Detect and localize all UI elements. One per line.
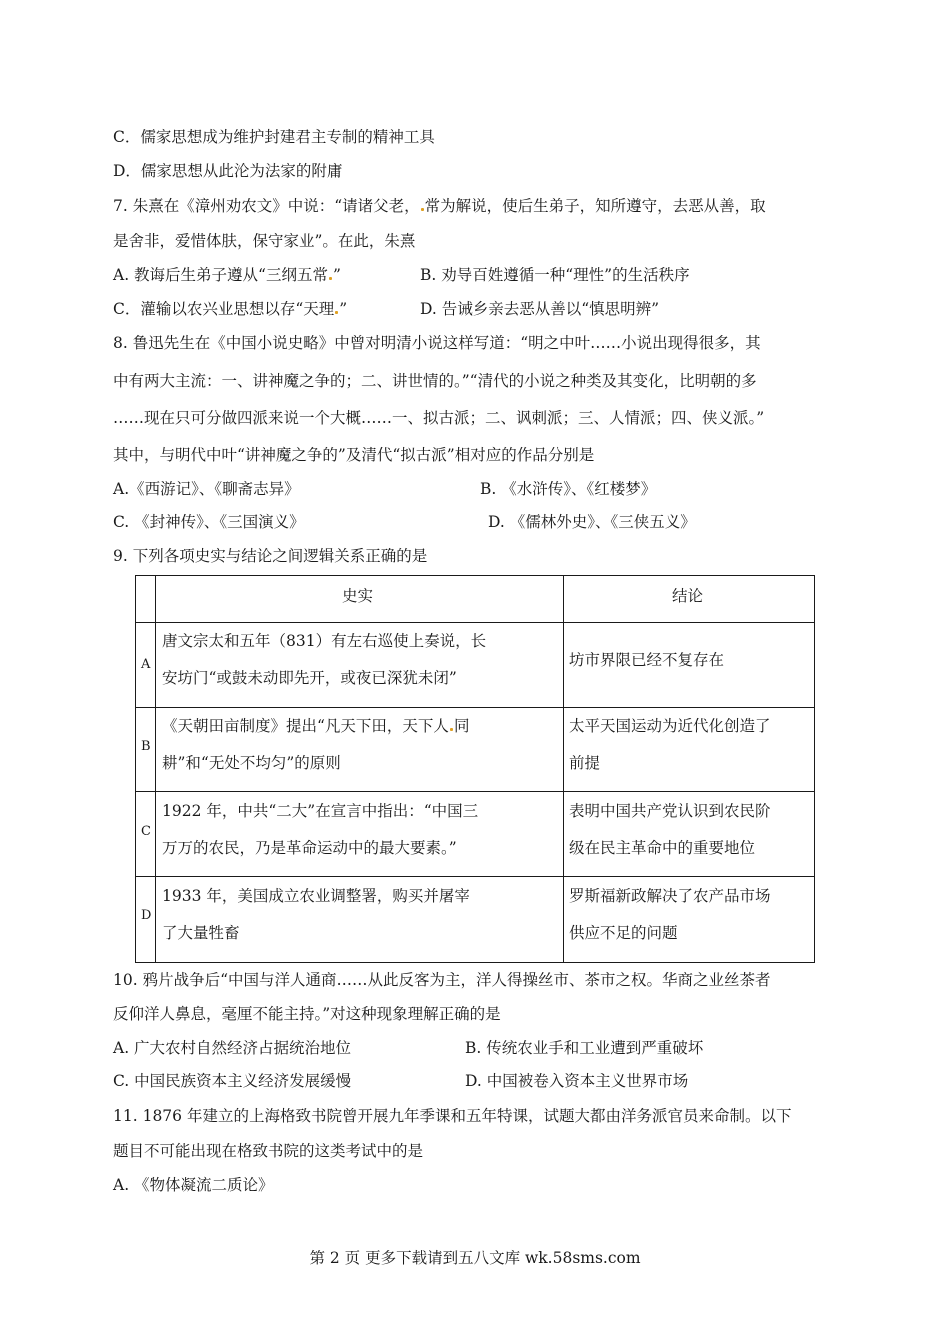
table-row-divider [135,707,815,708]
q8-option-b: B. 《水浒传》、《红楼梦》 [480,480,657,498]
q8-option-a: A.《西游记》、《聊斋志异》 [113,480,300,498]
q11-stem-line1: 11. 1876 年建立的上海格致书院曾开展九年季课和五年特课，试题大都由洋务派官员来命制。以下 [113,1107,792,1125]
q7-option-d: D. 告诫乡亲去恶从善以“慎思明辨” [420,300,660,318]
row-label-b: B [141,739,151,754]
q10-stem-line1: 10. 鸦片战争后“中国与洋人通商……从此反客为主，洋人得操丝市、茶市之权。华商之业丝茶者 [113,971,771,989]
row-d-conclusion-line2: 供应不足的问题 [569,924,678,942]
q10-stem-line2: 反仰洋人鼻息，毫厘不能主持。”对这种现象理解正确的是 [113,1005,501,1023]
table-border-top [135,575,815,576]
table-divider-label [155,575,156,963]
q6-option-d: D．儒家思想从此沦为法家的附庸 [113,162,343,180]
q10-option-d: D. 中国被卷入资本主义世界市场 [465,1072,689,1090]
row-c-fact-line2: 万万的农民，乃是革命运动中的最大要素。” [162,839,457,857]
row-a-fact-line1: 唐文宗太和五年（831）有左右巡使上奏说，长 [162,632,487,650]
q11-stem-line2: 题目不可能出现在格致书院的这类考试中的是 [113,1142,424,1160]
row-d-conclusion-line1: 罗斯福新政解决了农产品市场 [569,887,771,905]
row-label-a: A [141,657,151,672]
q7-option-b: B. 劝导百姓遵循一种“理性”的生活秩序 [420,266,690,284]
q7-stem-line1: 7. 朱熹在《漳州劝农文》中说：“请诸父老， 常为解说，使后生弟子，知所遵守，去恶从善，取 [113,197,766,215]
row-d-fact-line2: 了大量牲畜 [162,924,240,942]
row-a-fact-line2: 安坊门“或鼓未动即先开，或夜已深犹未闭” [162,669,457,687]
row-b-conclusion-line2: 前提 [569,754,601,772]
highlight-dot [421,208,424,211]
row-b-fact-line1: 《天朝田亩制度》提出“凡天下田，天下人 同 [162,717,470,735]
q7-option-a: A. 教诲后生弟子遵从“三纲五常 ” [113,266,341,284]
q6-option-c: C．儒家思想成为维护封建君主专制的精神工具 [113,128,435,146]
row-c-conclusion-line2: 级在民主革命中的重要地位 [569,839,756,857]
q11-option-a: A. 《物体凝流二质论》 [113,1176,274,1194]
q8-stem-line3: ……现在只可分做四派来说一个大概……一、拟古派；二、讽刺派；三、人情派；四、侠义派。” [113,409,765,427]
table-header-fact: 史实 [342,587,374,605]
page-footer: 第 2 页 更多下载请到五八文库 wk.58sms.com [309,1249,641,1267]
q9-stem: 9. 下列各项史实与结论之间逻辑关系正确的是 [113,547,428,565]
table-divider-middle [563,575,564,963]
q9-table [135,575,815,963]
q10-option-c: C. 中国民族资本主义经济发展缓慢 [113,1072,352,1090]
highlight-dot [335,311,338,314]
q7-stem-line2: 是舍非，爱惜体肤，保守家业”。在此，朱熹 [113,232,416,250]
row-c-conclusion-line1: 表明中国共产党认识到农民阶 [569,802,771,820]
row-label-d: D [141,908,152,923]
table-row-divider [135,622,815,623]
row-c-fact-line1: 1922 年，中共“二大”在宣言中指出：“中国三 [162,802,479,820]
table-border-right [814,575,815,963]
q8-option-d: D. 《儒林外史》、《三侠五义》 [488,513,696,531]
q10-option-a: A. 广大农村自然经济占据统治地位 [113,1039,352,1057]
q8-stem-line2: 中有两大主流：一、讲神魔之争的；二、讲世情的。”“清代的小说之种类及其变化，比明朝的多 [113,372,757,390]
q8-option-c: C. 《封神传》、《三国演义》 [113,513,305,531]
q10-option-b: B. 传统农业手和工业遭到严重破坏 [465,1039,704,1057]
table-row-divider [135,791,815,792]
highlight-dot [329,277,332,280]
row-b-conclusion-line1: 太平天国运动为近代化创造了 [569,717,771,735]
row-a-conclusion: 坊市界限已经不复存在 [569,651,725,669]
row-b-fact-line2: 耕”和“无处不均匀”的原则 [162,754,341,772]
q7-option-c: C．灌输以农兴业思想以存“天理 ” [113,300,348,318]
q8-stem-line1: 8. 鲁迅先生在《中国小说史略》中曾对明清小说这样写道：“明之中叶……小说出现得很多，其 [113,334,761,352]
row-d-fact-line1: 1933 年，美国成立农业调整署，购买并屠宰 [162,887,470,905]
highlight-dot [450,728,453,731]
table-row-divider [135,876,815,877]
q8-stem-line4: 其中，与明代中叶“讲神魔之争的”及清代“拟古派”相对应的作品分别是 [113,446,595,464]
table-border-left [135,575,136,963]
table-header-conclusion: 结论 [672,587,704,605]
row-label-c: C [141,824,151,839]
table-border-bottom [135,962,815,963]
